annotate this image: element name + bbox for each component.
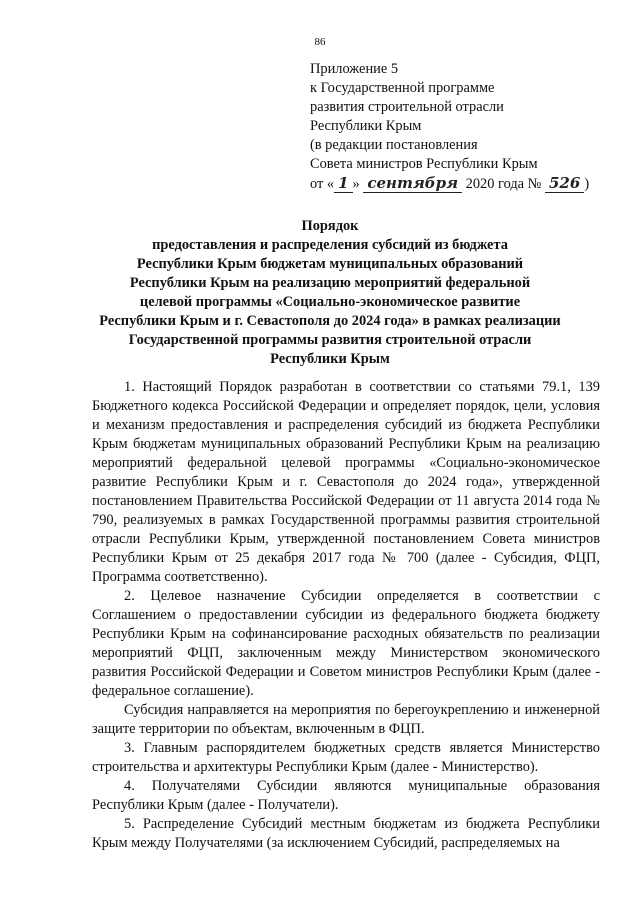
paragraph: 2. Целевое назначение Субсидии определяется в соответствии с Соглашением о предоставлении субсидии из федерального бюджета бюджету Республики Крым на софинансирование расходных обязательств по реализации мероприятий ФЦП, заключенным между Министерством экономического развития Российской Федерации и Советом министров Республики Крым (далее - федеральное соглашение). [92, 588, 600, 699]
appendix-line: развития строительной отрасли [310, 99, 504, 115]
title-heading: Порядок [301, 218, 359, 234]
title-line: Республики Крым бюджетам муниципальных образований [136, 256, 524, 272]
date-year: 2020 года № [465, 176, 542, 192]
title-line: Республики Крым и г. Севастополя до 2024 года» в рамках реализации [99, 313, 561, 329]
paragraph: 4. Получателями Субсидии являются муниципальные образования Республики Крым (далее - Получатели). [92, 778, 600, 813]
paragraph: 1. Настоящий Порядок разработан в соответствии со статьями 79.1, 139 Бюджетного кодекса Российской Федерации и определяет порядок, цели, условия и механизм предоставления и распределения субсидий из бюджета Республики Крым бюджетам муниципальных образований Республики Крым на реализацию мероприятий федеральной целевой программы «Социально-экономическое развитие Республики Крым и г. Севастополя до 2024 года», утвержденной постановлением Правительства Российской Федерации от 11 августа 2014 года № 790, реализуемых в рамках Государственной программы развития строительной отрасли Республики Крым, утвержденной постановлением Совета министров Республики Крым от 25 декабря 2017 года № 700 (далее - Субсидия, ФЦП, Программа соответственно). [92, 379, 600, 585]
page-number: 86 [314, 36, 326, 48]
appendix-line: к Государственной программе [310, 80, 495, 96]
appendix-close-paren: ) [584, 176, 590, 192]
handwritten-number: 526 [545, 174, 584, 193]
paragraph: 3. Главным распорядителем бюджетных средств является Министерство строительства и архитектуры Республики Крым (далее - Министерство). [92, 740, 600, 775]
paragraph: 5. Распределение Субсидий местным бюджетам из бюджета Республики Крым между Получателями (за исключением Субсидий, распределяемых на [92, 816, 600, 851]
appendix-line: Республики Крым [310, 118, 422, 134]
date-day-suffix: » [352, 176, 360, 192]
paragraph: Субсидия направляется на мероприятия по берегоукреплению и инженерной защите территории по объектам, включенным в ФЦП. [92, 702, 600, 737]
document-body [92, 378, 600, 853]
document-title [60, 217, 600, 369]
title-line: Государственной программы развития строительной отрасли [128, 332, 532, 348]
appendix-date-line [310, 174, 610, 194]
title-line: Республики Крым на реализацию мероприятий федеральной [129, 275, 531, 291]
appendix-line: Совета министров Республики Крым [310, 156, 538, 172]
title-line: целевой программы «Социально-экономическое развитие [139, 294, 521, 310]
appendix-line: Приложение 5 [310, 61, 399, 77]
appendix-line: (в редакции постановления [310, 137, 478, 153]
date-prefix: от « [310, 176, 335, 192]
handwritten-month: сентября [363, 174, 462, 193]
title-line: Республики Крым [270, 351, 390, 367]
handwritten-day: 1 [334, 174, 352, 193]
title-line: предоставления и распределения субсидий из бюджета [152, 237, 508, 253]
appendix-block [310, 60, 610, 194]
